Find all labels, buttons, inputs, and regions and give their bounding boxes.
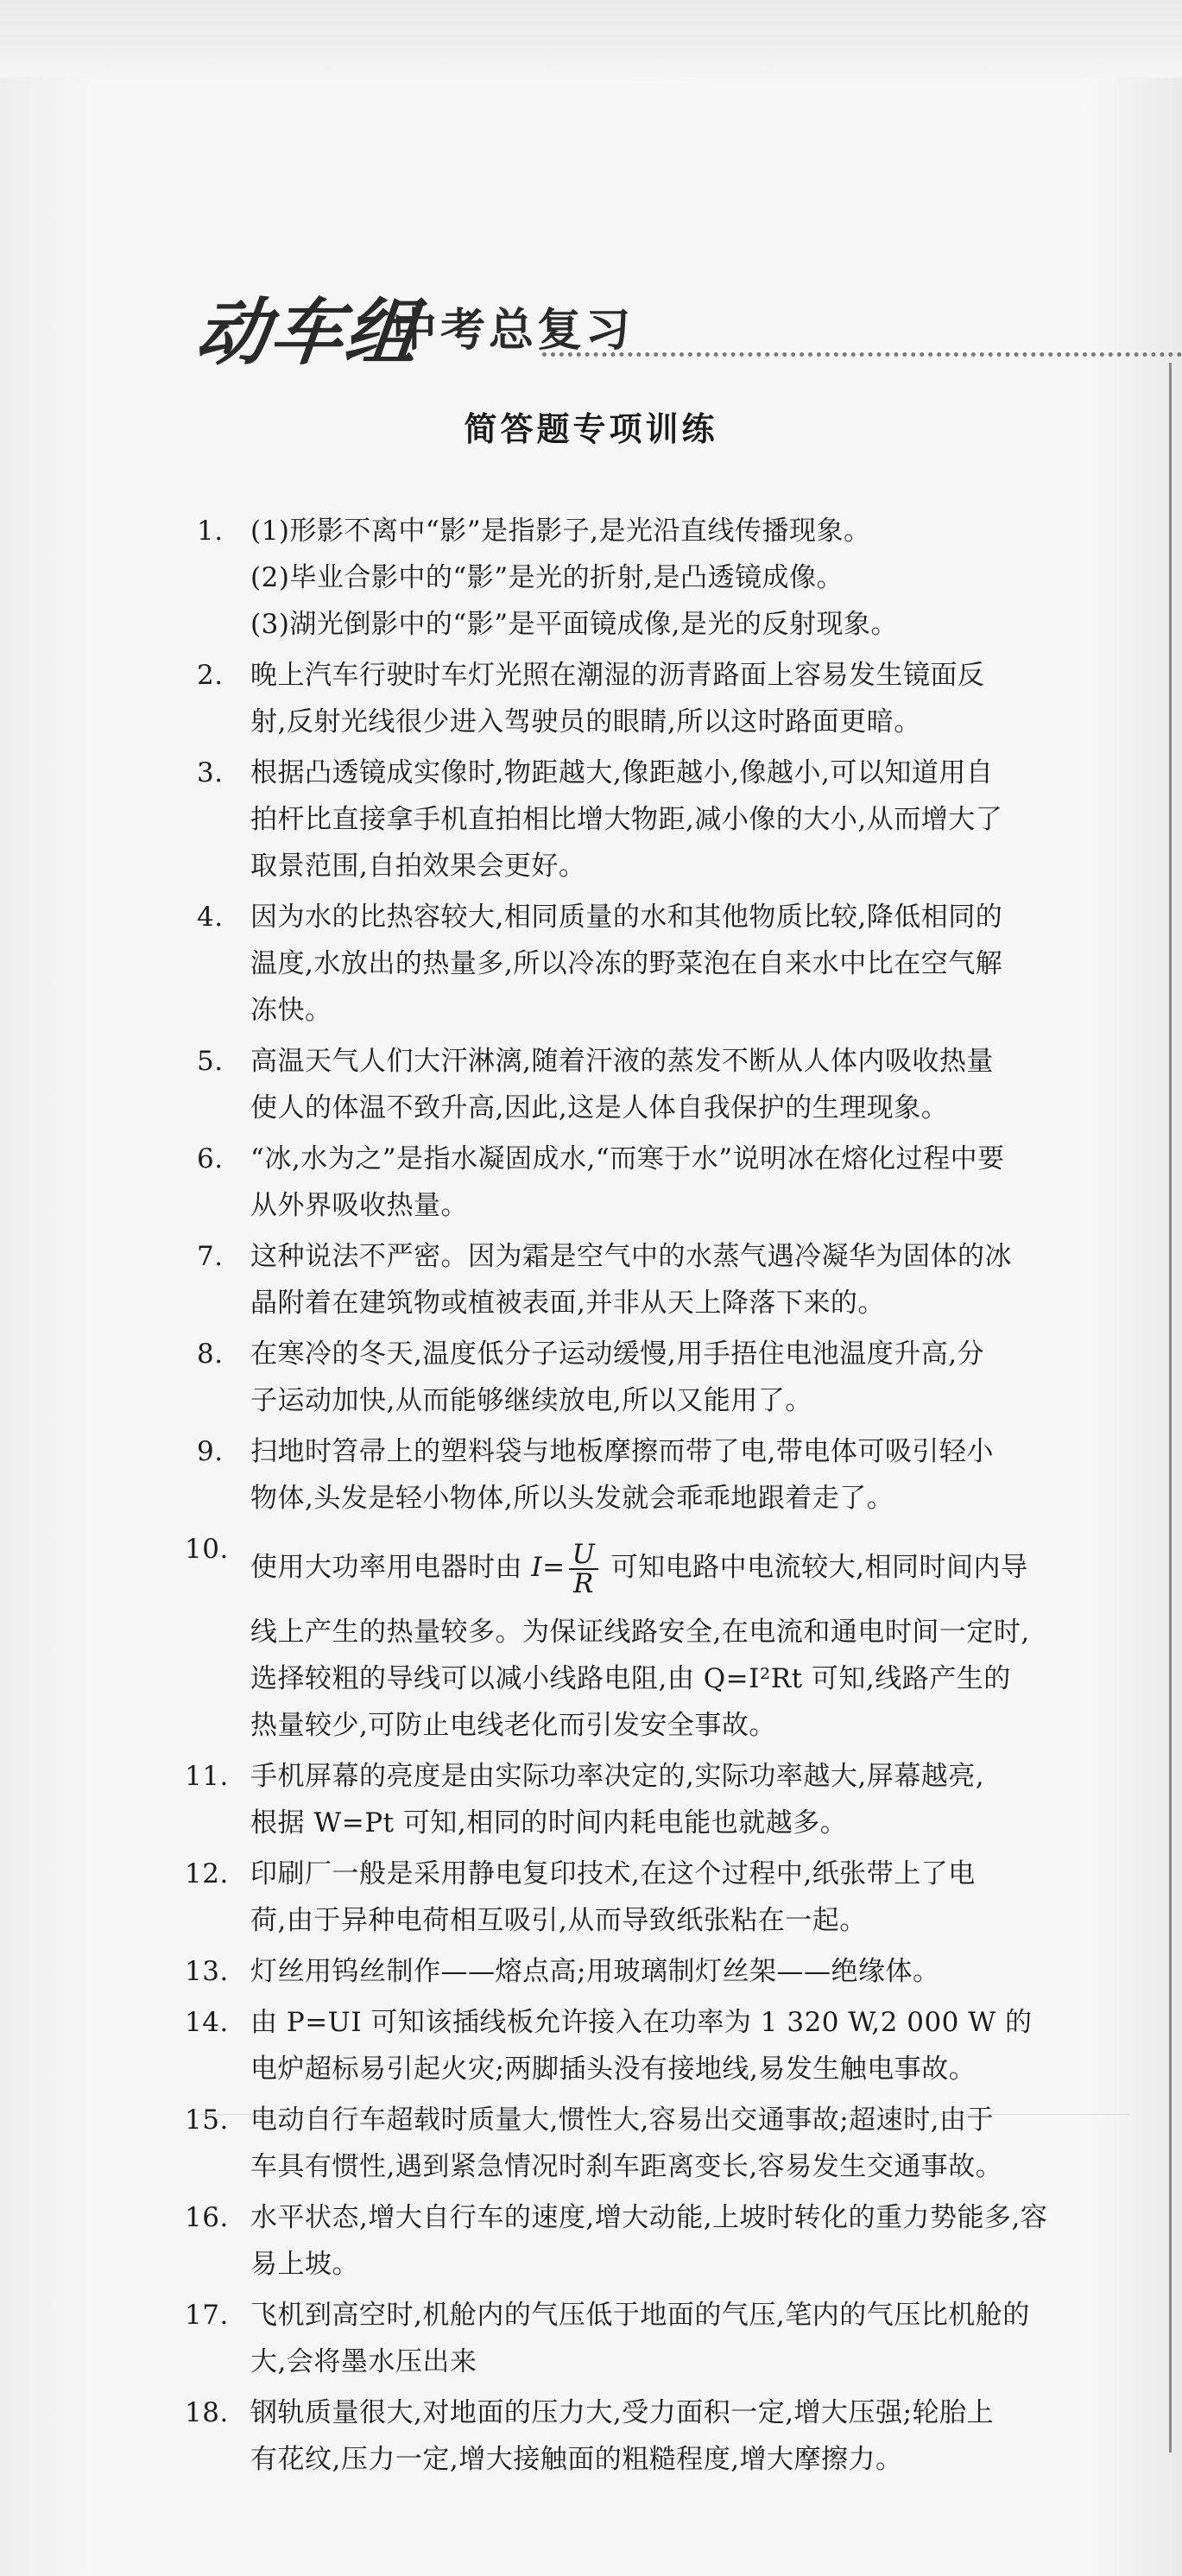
formula-suffix-text: 可知电路中电流较大,相同时间内导	[602, 1552, 1028, 1583]
answer-number: 5.	[197, 1046, 224, 1077]
answer-line: 晶附着在建筑物或植被表面,并非从天上降落下来的。	[250, 1288, 885, 1319]
answer-item	[197, 652, 1125, 745]
fraction	[569, 1538, 599, 1599]
book-header	[192, 275, 1182, 375]
answer-line: 拍杆比直接拿手机直拍相比增大物距,减小像的大小,从而增大了	[250, 804, 1003, 835]
answer-line: 根据凸透镜成实像时,物距越大,像距越小,像越小,可以知道用自	[250, 757, 994, 788]
answer-number: 6.	[197, 1143, 224, 1174]
answer-line: 荷,由于异种电荷相互吸引,从而导致纸张粘在一起。	[250, 1905, 867, 1936]
section-title: 简答题专项训练	[464, 410, 718, 448]
answer-number: 2.	[197, 660, 224, 691]
answer-line: 钢轨质量很大,对地面的压力大,受力面积一定,增大压强;轮胎上	[250, 2397, 995, 2428]
answer-item	[185, 2097, 1125, 2190]
answer-item	[185, 2292, 1125, 2385]
header-dotted-rule	[542, 352, 1182, 357]
answer-line: 因为水的比热容较大,相同质量的水和其他物质比较,降低相同的	[250, 902, 1003, 933]
answer-item	[197, 1136, 1125, 1229]
answer-line: 灯丝用钨丝制作——熔点高;用玻璃制灯丝架——绝缘体。	[250, 1956, 940, 1987]
answer-line: (1)形影不离中“影”是指影子,是光沿直线传播现象。	[250, 516, 871, 547]
series-title: 中考总复习	[392, 305, 635, 357]
answer-item	[197, 1233, 1125, 1326]
answer-number: 8.	[197, 1339, 224, 1370]
answer-line: 从外界吸收热量。	[250, 1190, 468, 1221]
answer-number: 9.	[197, 1436, 224, 1467]
answer-line: 选择较粗的导线可以减小线路电阻,由 Q=I²Rt 可知,线路产生的	[250, 1663, 1011, 1694]
answer-number: 15.	[185, 2104, 229, 2136]
answer-line: 子运动加快,从而能够继续放电,所以又能用了。	[250, 1385, 812, 1416]
answer-line: 高温天气人们大汗淋漓,随着汗液的蒸发不断从人体内吸收热量	[250, 1046, 994, 1077]
answer-number: 3.	[197, 757, 224, 788]
answer-line: 根据 W=Pt 可知,相同的时间内耗电能也就越多。	[250, 1807, 848, 1839]
answer-number: 11.	[185, 1761, 229, 1792]
answer-line: 冻快。	[250, 995, 332, 1026]
answer-number: 7.	[197, 1241, 224, 1272]
answer-item	[197, 1331, 1125, 1424]
answer-line: 电动自行车超载时质量大,惯性大,容易出交通事故;超速时,由于	[250, 2104, 995, 2136]
answer-line: 这种说法不严密。因为霜是空气中的水蒸气遇冷凝华为固体的冰	[250, 1241, 1012, 1272]
answer-item	[185, 1851, 1125, 1944]
answer-number: 16.	[185, 2202, 229, 2233]
answer-line: 取景范围,自拍效果会更好。	[250, 851, 586, 882]
answer-line: 温度,水放出的热量多,所以冷冻的野菜泡在自来水中比在空气解	[250, 948, 1003, 979]
answer-line: “冰,水为之”是指水凝固成水,“而寒于水”说明冰在熔化过程中要	[250, 1143, 1005, 1174]
answer-line: 印刷厂一般是采用静电复印技术,在这个过程中,纸张带上了电	[250, 1858, 976, 1889]
answer-line: 热量较少,可防止电线老化而引发安全事故。	[250, 1710, 776, 1741]
answer-number: 12.	[185, 1858, 229, 1889]
answer-item	[185, 1999, 1125, 2092]
answer-line: (2)毕业合影中的“影”是光的折射,是凸透镜成像。	[250, 562, 844, 593]
answer-line: 扫地时笤帚上的塑料袋与地板摩擦而带了电,带电体可吸引轻小	[250, 1436, 994, 1467]
answer-formula-line	[250, 1526, 1125, 1609]
answer-line: 易上坡。	[250, 2249, 359, 2280]
formula-lhs: I=	[531, 1552, 566, 1583]
answer-line: 射,反射光线很少进入驾驶员的眼睛,所以这时路面更暗。	[250, 706, 921, 737]
answer-line: 物体,头发是轻小物体,所以头发就会乖乖地跟着走了。	[250, 1483, 894, 1514]
top-margin	[0, 0, 1182, 78]
answer-line: (3)湖光倒影中的“影”是平面镜成像,是光的反射现象。	[250, 609, 898, 640]
answer-number: 1.	[197, 516, 224, 547]
answer-line: 大,会将墨水压出来	[250, 2346, 477, 2377]
fraction-numerator: U	[569, 1541, 599, 1570]
answer-line: 线上产生的热量较多。为保证线路安全,在电流和通电时间一定时,	[250, 1617, 1030, 1648]
brand-logo-text: 动车组	[192, 289, 424, 375]
answer-line: 有花纹,压力一定,增大接触面的粗糙程度,增大摩擦力。	[250, 2444, 903, 2475]
answer-line: 车具有惯性,遇到紧急情况时刹车距离变长,容易发生交通事故。	[250, 2151, 1003, 2182]
answer-number: 17.	[185, 2300, 229, 2331]
answer-line: 晚上汽车行驶时车灯光照在潮湿的沥青路面上容易发生镜面反	[250, 660, 985, 691]
answer-item	[185, 1753, 1125, 1846]
binding-edge	[1169, 363, 1172, 2453]
answer-item	[185, 2389, 1125, 2483]
faint-scan-line	[197, 2114, 1129, 2115]
answer-line: 使人的体温不致升高,因此,这是人体自我保护的生理现象。	[250, 1092, 949, 1123]
answer-item	[185, 1948, 1125, 1995]
answer-item	[197, 894, 1125, 1034]
answer-item	[197, 1428, 1125, 1522]
answer-number: 4.	[197, 902, 224, 933]
answer-line: 飞机到高空时,机舱内的气压低于地面的气压,笔内的气压比机舱的	[250, 2300, 1030, 2331]
answer-line: 手机屏幕的亮度是由实际功率决定的,实际功率越大,屏幕越亮,	[250, 1761, 985, 1792]
answer-item	[185, 2194, 1125, 2288]
answer-list	[185, 508, 1125, 2487]
answer-number: 13.	[185, 1956, 229, 1987]
answer-item	[197, 508, 1125, 648]
formula-prefix-text: 使用大功率用电器时由	[250, 1552, 532, 1583]
answer-item	[197, 750, 1125, 889]
answer-number: 14.	[185, 2007, 229, 2038]
answer-line: 水平状态,增大自行车的速度,增大动能,上坡时转化的重力势能多,容	[250, 2202, 1048, 2233]
answer-item	[197, 1038, 1125, 1131]
answer-number: 18.	[185, 2397, 229, 2428]
answer-line: 由 P=UI 可知该插线板允许接入在功率为 1 320 W,2 000 W 的	[250, 2007, 1033, 2038]
answer-item	[185, 1526, 1125, 1749]
answer-line: 电炉超标易引起火灾;两脚插头没有接地线,易发生触电事故。	[250, 2054, 977, 2085]
fraction-denominator: R	[572, 1567, 594, 1599]
answer-line: 在寒冷的冬天,温度低分子运动缓慢,用手捂住电池温度升高,分	[250, 1339, 985, 1370]
answer-number: 10.	[185, 1534, 229, 1565]
